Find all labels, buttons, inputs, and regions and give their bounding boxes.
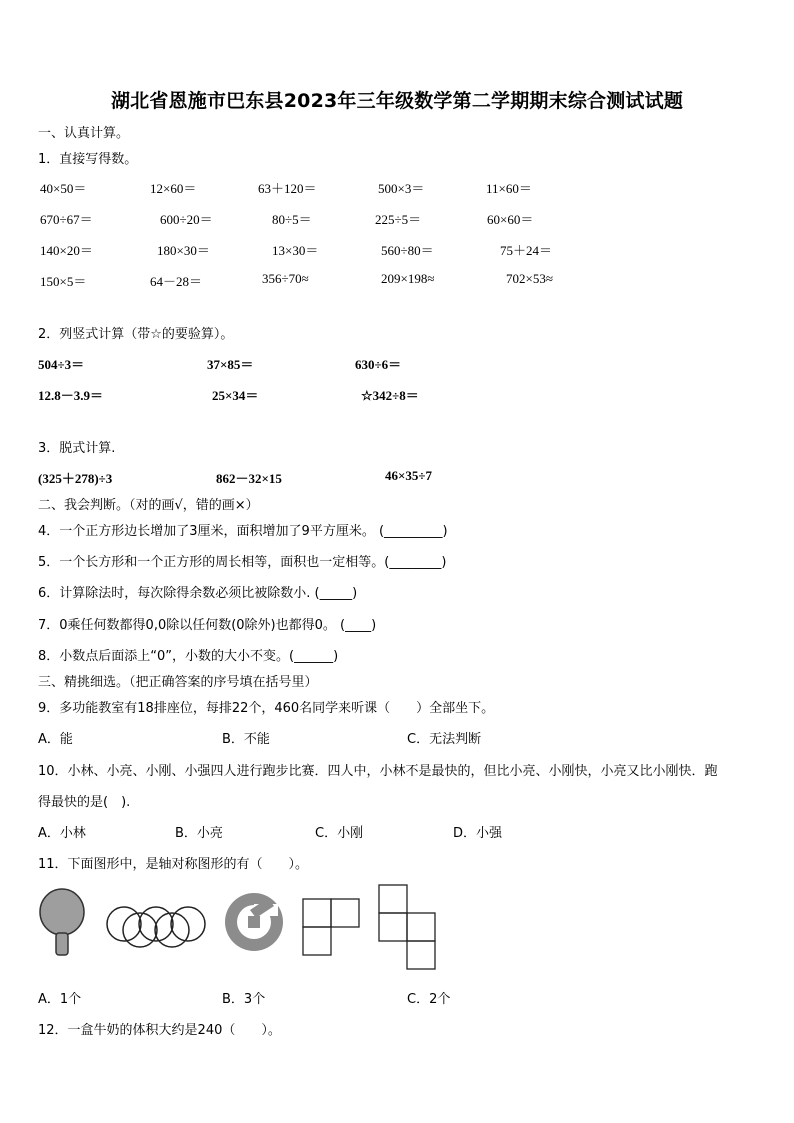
question-9: 9．多功能教室有18排座位，每排22个，460名同学来听课（ ）全部坐下。 — [38, 701, 495, 716]
q10-option-a: A．小林 — [38, 826, 86, 841]
question-10-line1: 10．小林、小亮、小刚、小强四人进行跑步比赛．四人中，小林不是最快的，但比小亮、小刚快，小亮又比小刚快．跑 — [38, 764, 718, 779]
judge-4: 4．一个正方形边长增加了3厘米，面积增加了9平方厘米。 (_________) — [38, 524, 448, 539]
oral-calc: 702×53≈ — [506, 271, 553, 286]
vertical-calc: 504÷3＝ — [38, 357, 85, 372]
page-title: 湖北省恩施市巴东县2023年三年级数学第二学期期末综合测试试题 — [110, 90, 684, 112]
judge-7: 7．0乘任何数都得0,0除以任何数(0除外)也都得0。 (____) — [38, 618, 377, 633]
vertical-calc: 25×34＝ — [212, 388, 259, 403]
q9-option-a: A．能 — [38, 732, 73, 747]
vertical-calc: 37×85＝ — [207, 357, 254, 372]
oral-calc: 356÷70≈ — [262, 271, 309, 286]
oral-calc: 225÷5＝ — [375, 212, 422, 227]
q11-option-a: A．1个 — [38, 992, 82, 1007]
step-calc: 46×35÷7 — [385, 468, 433, 483]
section-3-heading: 三、精挑细选。（把正确答案的序号填在括号里） — [38, 675, 318, 690]
oral-calc: 11×60＝ — [486, 181, 532, 196]
oral-calc: 140×20＝ — [40, 243, 93, 258]
oral-calc: 670÷67＝ — [40, 212, 93, 227]
question-1: 1．直接写得数。 — [38, 152, 138, 167]
oral-calc: 560÷80＝ — [381, 243, 434, 258]
question-10-line2: 得最快的是( ). — [38, 795, 131, 810]
section-2-heading: 二、我会判断。（对的画√，错的画×） — [38, 498, 259, 513]
olympic-rings-figure — [104, 904, 208, 948]
oral-calc: 12×60＝ — [150, 181, 197, 196]
oral-calc: 209×198≈ — [381, 271, 435, 286]
q11-option-c: C．2个 — [407, 992, 451, 1007]
oral-calc: 13×30＝ — [272, 243, 319, 258]
oral-calc: 60×60＝ — [487, 212, 534, 227]
oral-calc: 600÷20＝ — [160, 212, 213, 227]
judge-8: 8．小数点后面添上“0”，小数的大小不变。(______) — [38, 649, 339, 664]
oral-calc: 40×50＝ — [40, 181, 87, 196]
q11-option-b: B．3个 — [222, 992, 266, 1007]
step-squares-figure — [378, 884, 438, 972]
oral-calc: 63＋120＝ — [258, 181, 317, 196]
q9-option-c: C．无法判断 — [407, 732, 482, 747]
oral-calc: 150×5＝ — [40, 274, 87, 289]
oral-calc: 500×3＝ — [378, 181, 425, 196]
q9-option-b: B．不能 — [222, 732, 270, 747]
judge-5: 5．一个长方形和一个正方形的周长相等，面积也一定相等。(________) — [38, 555, 447, 570]
oral-calc: 180×30＝ — [157, 243, 210, 258]
question-2: 2．列竖式计算（带☆的要验算）。 — [38, 327, 234, 342]
l-shape-squares-figure — [302, 898, 362, 958]
oral-calc: 64－28＝ — [150, 274, 203, 289]
question-3: 3．脱式计算. — [38, 441, 116, 456]
question-12: 12．一盒牛奶的体积大约是240（ ）。 — [38, 1023, 281, 1038]
step-calc: (325＋278)÷3 — [38, 471, 113, 486]
vertical-calc: 12.8－3.9＝ — [38, 388, 104, 403]
q10-option-c: C．小刚 — [315, 826, 364, 841]
oral-calc: 75＋24＝ — [500, 243, 553, 258]
q10-option-d: D．小强 — [453, 826, 503, 841]
section-1-heading: 一、认真计算。 — [38, 126, 130, 141]
question-11: 11．下面图形中，是轴对称图形的有（ ）。 — [38, 857, 309, 872]
vertical-calc: 630÷6＝ — [355, 357, 402, 372]
step-calc: 862－32×15 — [216, 471, 282, 486]
ping-pong-paddle-figure — [38, 888, 88, 960]
judge-6: 6．计算除法时，每次除得余数必须比被除数小. (_____) — [38, 586, 358, 601]
q10-option-b: B．小亮 — [175, 826, 223, 841]
bank-logo-figure — [222, 890, 286, 954]
vertical-calc: ☆342÷8＝ — [361, 388, 419, 403]
oral-calc: 80÷5＝ — [272, 212, 312, 227]
